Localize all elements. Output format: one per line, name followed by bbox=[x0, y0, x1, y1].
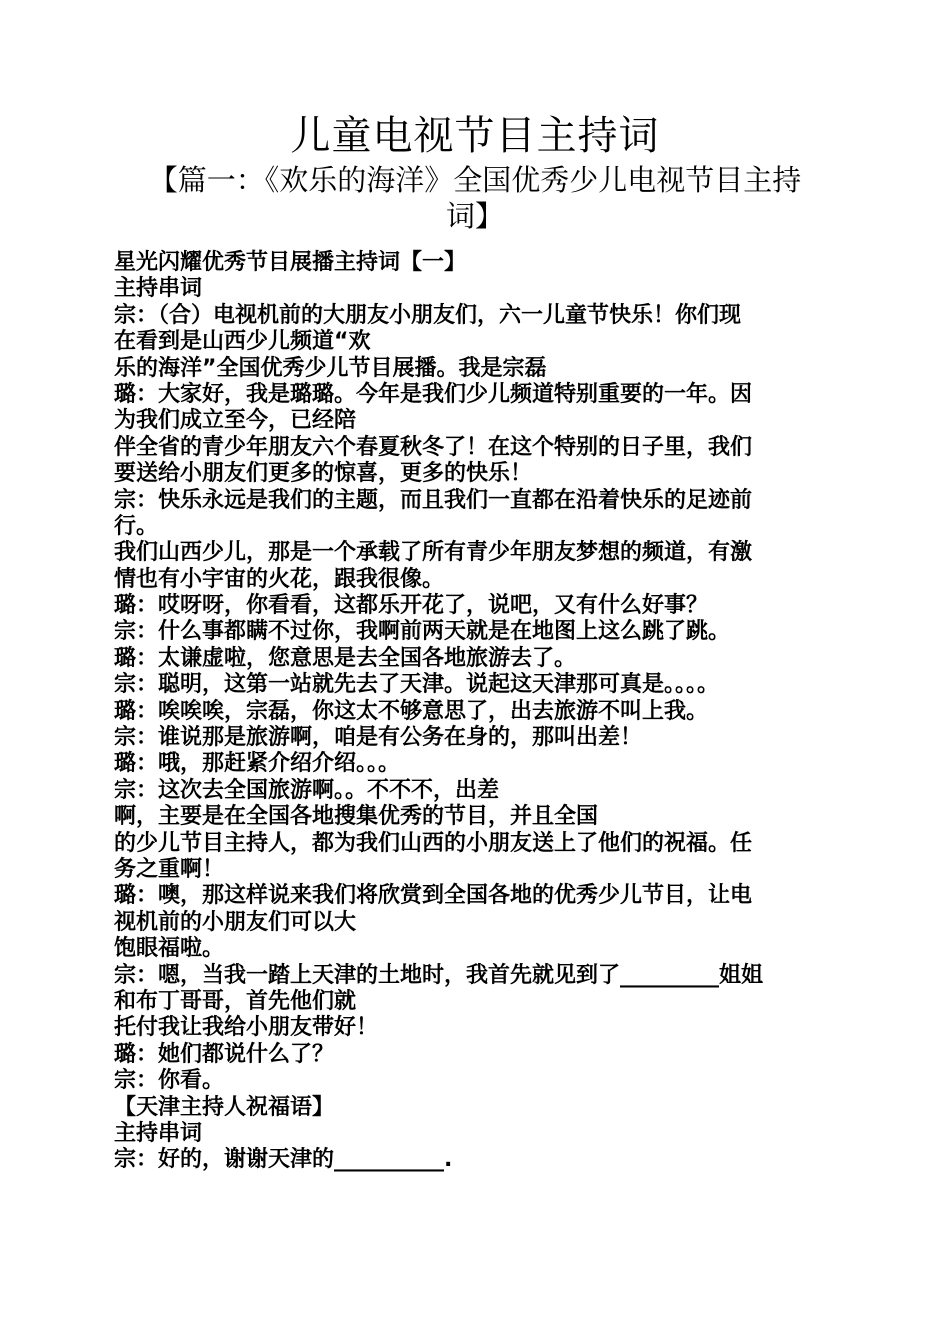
script-line: 和布丁哥哥，首先他们就 bbox=[114, 988, 357, 1014]
script-line: 璐：太谦虚啦，您意思是去全国各地旅游去了。 bbox=[114, 645, 577, 671]
script-line: 宗：好的，谢谢天津的__________. bbox=[114, 1147, 453, 1173]
script-line: 宗：（合）电视机前的大朋友小朋友们，六一儿童节快乐！你们现 bbox=[114, 302, 742, 328]
script-line: 宗：这次去全国旅游啊。。不不不，出差 bbox=[114, 777, 500, 803]
script-line: 宗：你看。 bbox=[114, 1068, 225, 1094]
script-line: 宗：嗯，当我一踏上天津的土地时，我首先就见到了_________姐姐 bbox=[114, 962, 764, 988]
script-line: 【天津主持人祝福语】 bbox=[114, 1094, 335, 1120]
script-line: 啊，主要是在全国各地搜集优秀的节目，并且全国 bbox=[114, 804, 599, 830]
script-line: 行。 bbox=[114, 513, 159, 539]
script-line: 宗：快乐永远是我们的主题，而且我们一直都在沿着快乐的足迹前 bbox=[114, 487, 753, 513]
script-line: 星光闪耀优秀节目展播主持词【一】 bbox=[114, 250, 467, 275]
script-line: 乐的海洋”全国优秀少儿节目展播。我是宗磊 bbox=[114, 355, 547, 381]
script-line: 托付我让我给小朋友带好！ bbox=[114, 1015, 379, 1041]
script-body bbox=[114, 250, 830, 1174]
script-line: 务之重啊！ bbox=[114, 856, 225, 882]
script-line: 的少儿节目主持人，都为我们山西的小朋友送上了他们的祝福。任 bbox=[114, 830, 753, 856]
script-line: 璐：大家好，我是璐璐。今年是我们少儿频道特别重要的一年。因 bbox=[114, 381, 753, 407]
script-line: 璐：哎呀呀，你看看，这都乐开花了，说吧，又有什么好事？ bbox=[114, 593, 709, 619]
script-line: 我们山西少儿，那是一个承载了所有青少年朋友梦想的频道，有激 bbox=[114, 540, 753, 566]
script-line: 为我们成立至今，已经陪 bbox=[114, 408, 357, 434]
script-line: 主持串词 bbox=[114, 1120, 203, 1146]
script-line: 在看到是山西少儿频道“欢 bbox=[114, 329, 371, 355]
document-title: 儿童电视节目主持词 bbox=[290, 113, 660, 159]
script-line: 伴全省的青少年朋友六个春夏秋冬了！在这个特别的日子里，我们 bbox=[114, 434, 753, 460]
script-line: 宗：什么事都瞒不过你，我啊前两天就是在地图上这么跳了跳。 bbox=[114, 619, 731, 645]
script-line: 璐：她们都说什么了？ bbox=[114, 1041, 335, 1067]
script-line: 宗：谁说那是旅游啊，咱是有公务在身的，那叫出差！ bbox=[114, 725, 643, 751]
script-line: 璐：唉唉唉，宗磊，你这太不够意思了，出去旅游不叫上我。 bbox=[114, 698, 709, 724]
script-line: 主持串词 bbox=[114, 276, 203, 302]
document-subtitle: 【篇一：《欢乐的海洋》全国优秀少儿电视节目主持词】 bbox=[148, 163, 802, 233]
script-line: 璐：哦，那赶紧介绍介绍。。。 bbox=[114, 751, 401, 777]
script-line: 视机前的小朋友们可以大 bbox=[114, 909, 357, 935]
script-line: 情也有小宇宙的火花，跟我很像。 bbox=[114, 566, 445, 592]
script-line: 要送给小朋友们更多的惊喜，更多的快乐！ bbox=[114, 461, 533, 487]
script-line: 饱眼福啦。 bbox=[114, 936, 225, 962]
script-line: 宗：聪明，这第一站就先去了天津。说起这天津那可真是。。。。 bbox=[114, 672, 720, 698]
script-line: 璐：噢，那这样说来我们将欣赏到全国各地的优秀少儿节目，让电 bbox=[114, 883, 753, 909]
